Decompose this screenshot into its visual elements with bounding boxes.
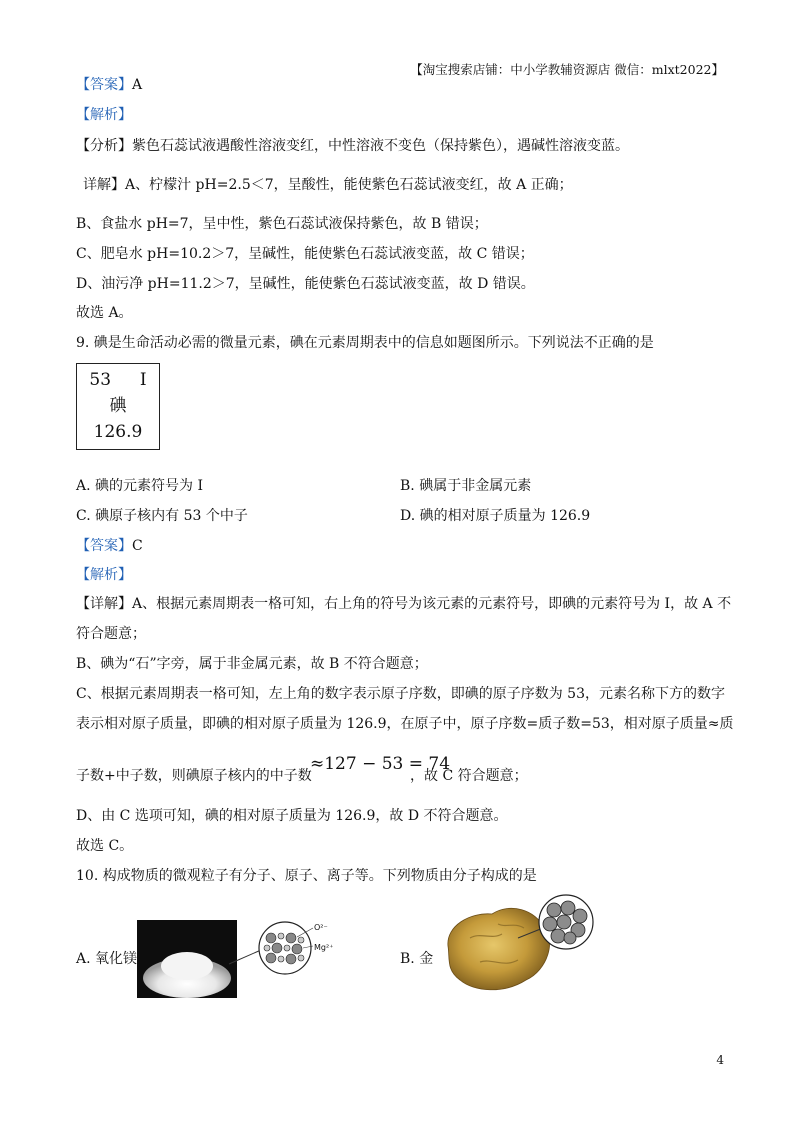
header-shop-info: 【淘宝搜索店铺：中小学教辅资源店 微信：mlxt2022】	[410, 62, 724, 77]
q8-fenxi-line	[76, 136, 629, 156]
q9-detail-a2: 符合题意；	[76, 626, 146, 642]
q8-detail-b: B、食盐水 pH=7，呈中性，紫色石蕊试液保持紫色，故 B 错误；	[76, 216, 488, 232]
magnesium-oxide-image	[137, 920, 333, 1000]
q9-detail-d: D、由 C 选项可知，碘的相对原子质量为 126.9，故 D 不符合题意。	[76, 808, 508, 824]
gold-image	[440, 888, 600, 1000]
q9-conclusion: 故选 C。	[76, 838, 134, 854]
q10-stem: 10. 构成物质的微观粒子有分子、原子、离子等。下列物质由分子构成的是	[76, 868, 537, 884]
q9-option-a: A. 碘的元素符号为 I	[76, 478, 203, 494]
q9-analysis-tag: 【解析】	[76, 567, 132, 583]
ion-label-o: O²⁻	[314, 923, 328, 932]
q9-answer-line	[76, 536, 143, 556]
q8-analysis-tag: 【解析】	[76, 107, 132, 123]
q8-detail-d: D、油污净 pH=11.2＞7，呈碱性，能使紫色石蕊试液变蓝，故 D 错误。	[76, 276, 535, 292]
ion-label-mg: Mg²⁺	[314, 943, 333, 952]
neutron-formula: ≈127 − 53 = 74	[310, 754, 451, 774]
q9-option-b: B. 碘属于非金属元素	[400, 478, 532, 494]
q8-detail-c: C、肥皂水 pH=10.2＞7，呈碱性，能使紫色石蕊试液变蓝，故 C 错误；	[76, 246, 534, 262]
q9-detail-a-line	[76, 594, 731, 614]
gold-nugget	[448, 908, 550, 989]
q9-detail-c2: 表示相对原子质量，即碘的相对原子质量为 126.9，在原子中，原子序数=质子数=53，相对原子质量≈质	[76, 716, 734, 732]
q9-detail-c1: C、根据元素周期表一格可知，左上角的数字表示原子序数，即碘的原子序数为 53，元素名称下方的数字	[76, 686, 725, 702]
q8-answer-line	[76, 75, 142, 95]
periodic-table-cell	[76, 363, 160, 450]
q9-detail-a1: A、根据元素周期表一格可知，右上角的符号为该元素的元素符号，即碘的元素符号为 I，故 A 不	[132, 596, 732, 612]
element-name: 碘	[109, 396, 127, 416]
q8-fenxi: 紫色石蕊试液遇酸性溶液变红，中性溶液不变色（保持紫色），遇碱性溶液变蓝。	[132, 138, 629, 154]
q9-option-d: D. 碘的相对原子质量为 126.9	[400, 508, 591, 524]
q9-stem: 9. 碘是生命活动必需的微量元素，碘在元素周期表中的信息如题图所示。下列说法不正确的是	[76, 335, 654, 351]
answer-tag: 【答案】	[76, 538, 132, 554]
detail-tag: 【详解】	[76, 596, 132, 612]
answer-tag: 【答案】	[76, 77, 132, 93]
element-mass: 126.9	[93, 422, 143, 442]
q9-detail-c3b: ，故 C 符合题意；	[410, 768, 528, 784]
q8-detail-a: 详解】A、柠檬汁 pH=2.5＜7，呈酸性，能使紫色石蕊试液变红，故 A 正确；	[83, 177, 573, 193]
element-symbol: I	[139, 370, 147, 390]
q9-detail-c3a: 子数+中子数，则碘原子核内的中子数	[76, 768, 312, 784]
q8-answer: A	[132, 77, 143, 93]
element-number: 53	[89, 370, 112, 390]
q9-answer: C	[132, 538, 143, 554]
q9-option-c: C. 碘原子核内有 53 个中子	[76, 508, 248, 524]
element-number-symbol	[77, 370, 159, 390]
q8-conclusion: 故选 A。	[76, 305, 133, 321]
q9-detail-b: B、碘为“石”字旁，属于非金属元素，故 B 不符合题意；	[76, 656, 428, 672]
page-number: 4	[716, 1053, 724, 1067]
q10-option-b: B. 金	[400, 951, 434, 967]
fenxi-tag: 【分析】	[76, 138, 132, 154]
q10-option-a: A. 氧化镁	[76, 951, 138, 967]
powder-peak	[161, 952, 213, 980]
